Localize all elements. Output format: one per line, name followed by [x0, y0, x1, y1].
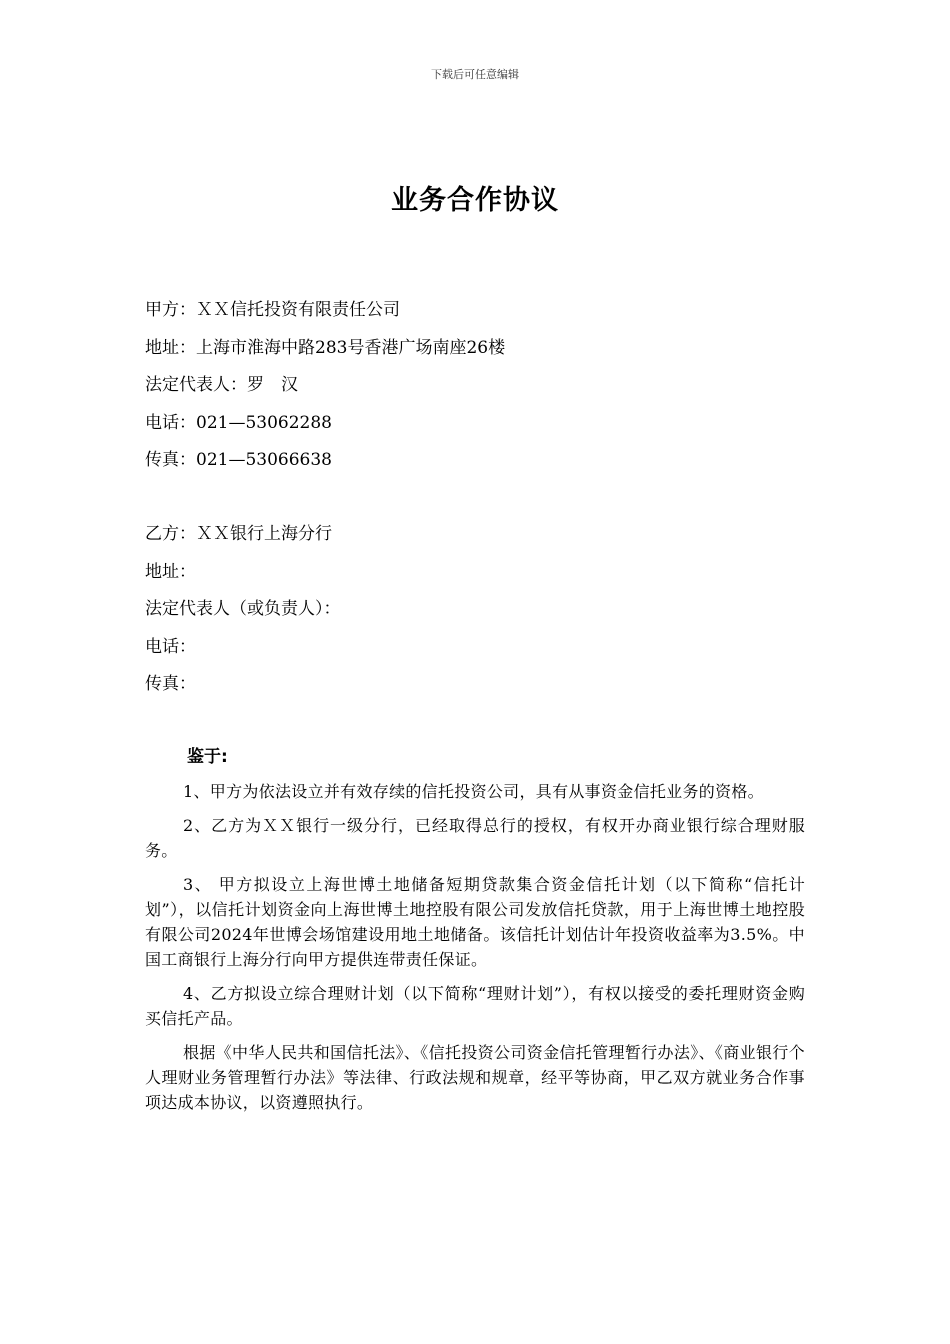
whereas-title: 鉴于:: [187, 747, 228, 767]
whereas-item: 2、乙方为ＸＸ银行一级分行，已经取得总行的授权，有权开办商业银行综合理财服务。: [145, 816, 805, 860]
party-b-address: 地址：: [145, 561, 196, 582]
header-note: 下载后可任意编辑: [431, 68, 519, 81]
party-a-block: [145, 298, 825, 486]
party-b-fax: 传真：: [145, 674, 196, 694]
party-b-name: 乙方：ＸＸ银行上海分行: [145, 524, 332, 544]
party-a-phone: 电话：021—53062288: [145, 412, 332, 433]
whereas-section: [145, 745, 805, 1124]
party-a-representative: 法定代表人：罗 汉: [145, 375, 298, 395]
legal-basis-paragraph: 根据《中华人民共和国信托法》、《信托投资公司资金信托管理暂行办法》、《商业银行个人理财业务管理暂行办法》等法律、行政法规和规章，经平等协商，甲乙双方就业务合作事项达成本协议，以资遵照执行。: [145, 1043, 805, 1112]
party-b-block: [145, 522, 825, 710]
party-a-fax: 传真：021—53066638: [145, 450, 332, 470]
document-title: 业务合作协议: [391, 185, 559, 216]
party-b-phone: 电话：: [145, 636, 196, 657]
whereas-item: 4、乙方拟设立综合理财计划（以下简称“理财计划”），有权以接受的委托理财资金购买信托产品。: [145, 984, 805, 1028]
party-a-address: 地址：上海市淮海中路283号香港广场南座26楼: [145, 337, 506, 358]
whereas-item: 3、 甲方拟设立上海世博土地储备短期贷款集合资金信托计划（以下简称“信托计划”），以信托计划资金向上海世博土地控股有限公司发放信托贷款，用于上海世博土地控股有限公司2024年世博会场馆建设用地土地储备。该信托计划估计年投资收益率为3.5%。中国工商银行上海分行向甲方提供连带责任保证。: [145, 875, 805, 969]
whereas-item: 1、甲方为依法设立并有效存续的信托投资公司，具有从事资金信托业务的资格。: [183, 782, 764, 801]
party-a-name: 甲方：ＸＸ信托投资有限责任公司: [145, 300, 400, 320]
party-b-representative: 法定代表人（或负责人）：: [145, 599, 341, 619]
